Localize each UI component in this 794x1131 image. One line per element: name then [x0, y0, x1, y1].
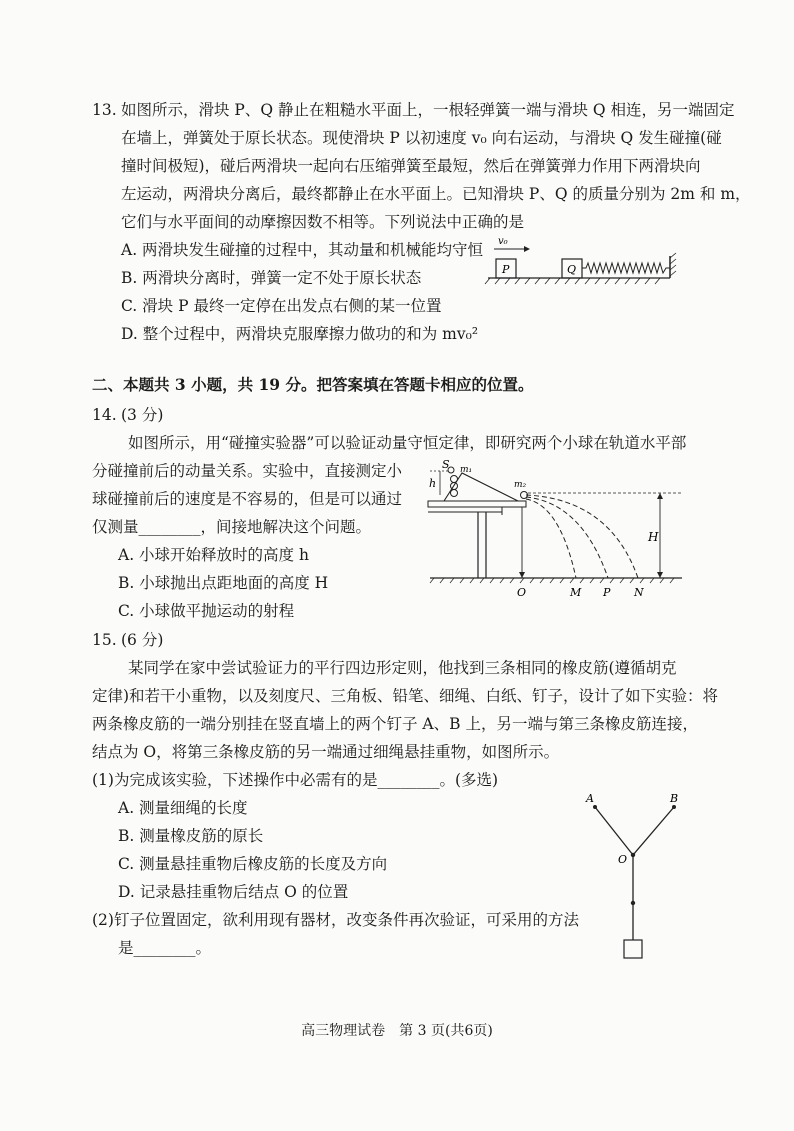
- label-m2: m₂: [514, 480, 527, 490]
- label-h: h: [429, 477, 437, 490]
- label-b: B: [670, 792, 679, 805]
- spring: [582, 263, 670, 273]
- q14-line-3: 球碰撞前后的速度是不容易的，但是可以通过: [92, 490, 403, 508]
- label-s: S: [442, 458, 450, 471]
- label-q: Q: [567, 263, 577, 276]
- q13-line-4: 左运动，两滑块分离后，最终都静止在水平面上。已知滑块 P、Q 的质量分别为 2m 和 m，: [121, 185, 751, 203]
- q15-line-3: 两条橡皮筋的一端分别挂在竖直墙上的两个钉子 A、B 上，另一端与第三条橡皮筋连接，: [92, 715, 698, 733]
- label-m1: m₁: [460, 465, 473, 475]
- q13-line-2: 在墙上，弹簧处于原长状态。现使滑块 P 以初速度 v₀ 向右运动，与滑块 Q 发生碰撞(碰: [121, 129, 722, 147]
- q13-line-1: 如图所示，滑块 P、Q 静止在粗糙水平面上，一根轻弹簧一端与滑块 Q 相连，另一端固定: [121, 101, 735, 119]
- q15-number: 15.: [92, 631, 117, 649]
- q14-points: (3 分): [121, 406, 164, 424]
- label-v0: v₀: [498, 236, 508, 247]
- q15-line-2: 定律)和若干小重物，以及刻度尺、三角板、铅笔、细绳、白纸、钉子，设计了如下实验：将: [92, 687, 719, 705]
- q15-sub2-line2: 是________。: [118, 939, 212, 957]
- label-p: P: [603, 586, 611, 599]
- label-o: O: [517, 586, 527, 599]
- q15-option-d: D. 记录悬挂重物后结点 O 的位置: [118, 883, 349, 901]
- q15-sub2-line1: (2)钉子位置固定，欲利用现有器材，改变条件再次验证，可采用的方法: [92, 911, 579, 929]
- label-n: N: [634, 586, 644, 599]
- label-o: O: [618, 853, 628, 866]
- q13-option-c: C. 滑块 P 最终一定停在出发点右侧的某一位置: [121, 297, 442, 315]
- q14-option-a: A. 小球开始释放时的高度 h: [118, 546, 309, 564]
- q13-figure: [480, 230, 690, 290]
- section-2-header: 二、本题共 3 小题，共 19 分。把答案填在答题卡相应的位置。: [92, 375, 534, 394]
- q14-line-4: 仅测量________，间接地解决这个问题。: [92, 518, 372, 536]
- q14-option-c: C. 小球做平抛运动的射程: [118, 602, 295, 620]
- q13-option-d: D. 整个过程中，两滑块克服摩擦力做功的和为 mv₀²: [121, 325, 479, 343]
- q15-option-a: A. 测量细绳的长度: [118, 799, 248, 817]
- q13-line-5: 它们与水平面间的动摩擦因数不相等。下列说法中正确的是: [121, 213, 525, 231]
- q14-option-b: B. 小球抛出点距地面的高度 H: [118, 574, 329, 592]
- label-m: M: [570, 586, 582, 599]
- hanging-weight: [624, 940, 642, 958]
- page-footer: 高三物理试卷 第 3 页(共6页): [301, 1023, 493, 1039]
- q13-line-3: 撞时间极短)，碰后两滑块一起向右压缩弹簧至最短，然后在弹簧弹力作用下两滑块向: [121, 157, 701, 175]
- label-p: P: [502, 263, 510, 276]
- q15-option-b: B. 测量橡皮筋的原长: [118, 827, 264, 845]
- q13-option-a: A. 两滑块发生碰撞的过程中，其动量和机械能均守恒: [121, 241, 484, 259]
- q15-points: (6 分): [121, 631, 164, 649]
- q15-sub1: (1)为完成该实验，下述操作中必需有的是________。(多选): [92, 771, 499, 789]
- q14-figure: [420, 455, 690, 600]
- q15-figure: [580, 785, 690, 965]
- q14-line-2: 分碰撞前后的动量关系。实验中，直接测定小: [92, 462, 403, 480]
- q15-line-4: 结点为 O，将第三条橡皮筋的另一端通过细绳悬挂重物，如图所示。: [92, 743, 560, 761]
- label-a: A: [586, 792, 594, 805]
- q15-option-c: C. 测量悬挂重物后橡皮筋的长度及方向: [118, 855, 388, 873]
- q14-number: 14.: [92, 406, 117, 424]
- q15-line-1: 某同学在家中尝试验证力的平行四边形定则，他找到三条相同的橡皮筋(遵循胡克: [128, 659, 677, 677]
- label-big-h: H: [648, 530, 659, 544]
- q13-option-b: B. 两滑块分离时，弹簧一定不处于原长状态: [121, 269, 422, 287]
- q13-number: 13.: [92, 101, 117, 119]
- q14-line-1: 如图所示，用“碰撞实验器”可以验证动量守恒定律，即研究两个小球在轨道水平部: [128, 434, 687, 452]
